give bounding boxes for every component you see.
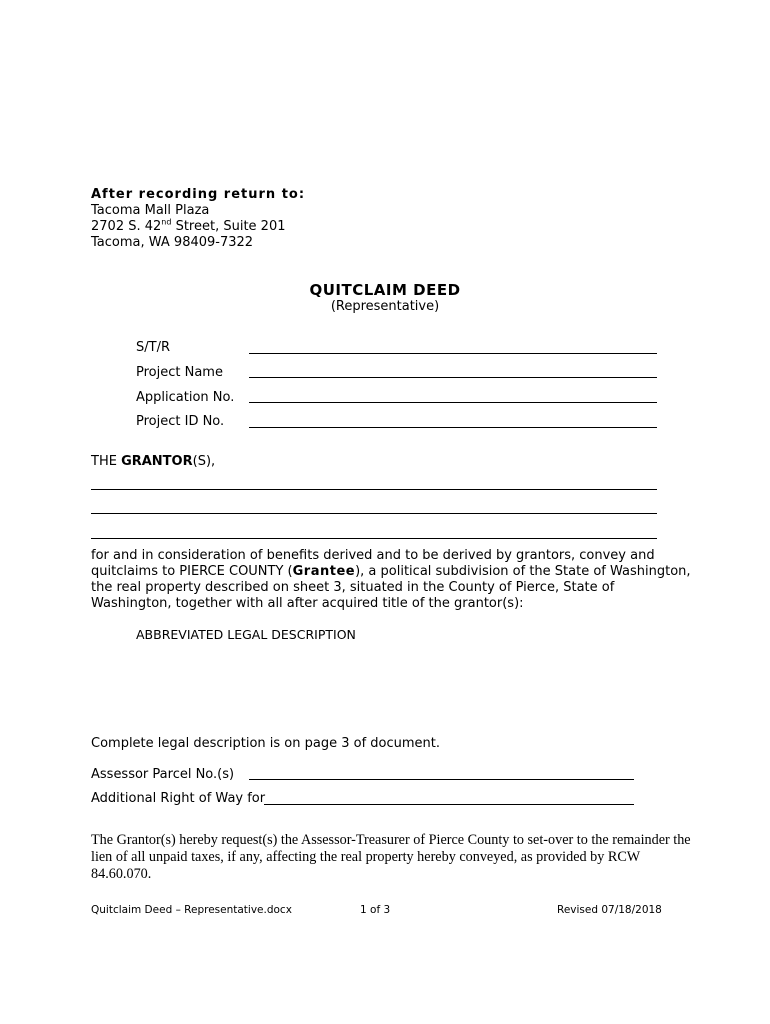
return-line-3: Tacoma, WA 98409-7322: [91, 235, 254, 250]
consideration-line-2-b: ), a political subdivision of the State of Washington,: [355, 564, 691, 579]
grantee-bold: Grantee: [292, 564, 356, 579]
footer-filename: Quitclaim Deed – Representative.docx: [91, 904, 292, 916]
grantor-suffix: (S),: [192, 454, 216, 469]
document-subtitle: (Representative): [330, 299, 440, 314]
grantor-line-2[interactable]: [91, 513, 657, 514]
complete-legal-note: Complete legal description is on page 3 of document.: [91, 736, 441, 751]
taxes-line-1: The Grantor(s) hereby request(s) the Assessor-Treasurer of Pierce County to set-over to the remainder the: [91, 832, 691, 848]
grantor-line-1[interactable]: [91, 489, 657, 490]
consideration-line-2: [91, 564, 691, 580]
return-line-2-suffix: nd: [161, 217, 172, 227]
grantor-bold: GRANTOR: [121, 454, 193, 469]
field-line-application-no[interactable]: [249, 402, 657, 403]
footer-revised: Revised 07/18/2018: [557, 904, 662, 916]
document-title: QUITCLAIM DEED: [309, 281, 461, 299]
field-line-str[interactable]: [249, 353, 657, 354]
footer-page-number: 1 of 3: [360, 904, 391, 916]
field-label-application-no: Application No.: [136, 390, 235, 405]
additional-row-line[interactable]: [264, 804, 634, 805]
consideration-line-4: Washington, together with all after acquired title of the grantor(s):: [91, 596, 524, 611]
abbreviated-legal-heading: ABBREVIATED LEGAL DESCRIPTION: [136, 627, 356, 642]
assessor-parcel-label: Assessor Parcel No.(s): [91, 767, 235, 782]
field-label-project-name: Project Name: [136, 365, 223, 380]
additional-row-label: Additional Right of Way for: [91, 791, 266, 806]
consideration-line-1: for and in consideration of benefits derived and to be derived by grantors, convey and: [91, 548, 655, 563]
taxes-line-3: 84.60.070.: [91, 866, 152, 882]
consideration-line-2-a: quitclaims to PIERCE COUNTY (: [91, 564, 293, 579]
taxes-line-2: lien of all unpaid taxes, if any, affecting the real property hereby conveyed, as provided by RCW: [91, 849, 641, 865]
grantor-line-3[interactable]: [91, 538, 657, 539]
return-line-2: [91, 219, 285, 235]
field-line-project-id-no[interactable]: [249, 427, 657, 428]
return-line-1: Tacoma Mall Plaza: [91, 203, 210, 218]
field-line-project-name[interactable]: [249, 377, 657, 378]
consideration-line-3: the real property described on sheet 3, situated in the County of Pierce, State of: [91, 580, 615, 595]
return-line-2-rest: Street, Suite 201: [171, 219, 286, 234]
assessor-parcel-line[interactable]: [249, 779, 634, 780]
return-line-2-number: 2702 S. 42: [91, 219, 162, 234]
grantor-prefix: THE: [91, 454, 122, 469]
field-label-project-id-no: Project ID No.: [136, 414, 225, 429]
grantor-label: [91, 454, 215, 470]
return-heading: After recording return to:: [91, 187, 306, 202]
field-label-str: S/T/R: [136, 340, 170, 355]
